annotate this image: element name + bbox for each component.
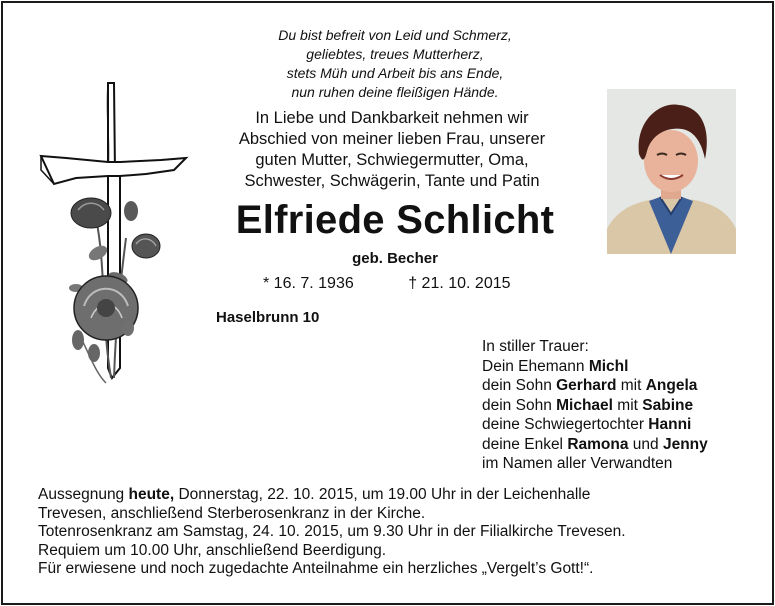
life-dates (263, 275, 511, 293)
intro-line: Abschied von meiner lieben Frau, unserer (238, 130, 546, 148)
mourner-name: Michl (588, 357, 629, 375)
mourner-row (482, 435, 708, 455)
mourner-partner: Jenny (662, 435, 708, 453)
deceased-name: Elfriede Schlicht (235, 198, 555, 242)
mourner-joiner: mit (612, 396, 643, 414)
mourner-partner: Angela (645, 377, 698, 394)
poem-line: geliebtes, treues Mutterherz, (306, 46, 484, 62)
mourner-name: Michael (556, 396, 613, 414)
info-line (38, 486, 748, 505)
mourner-row (482, 396, 708, 416)
info-emphasis: heute, (128, 486, 175, 503)
intro-line: guten Mutter, Schwiegermutter, Oma, (255, 151, 529, 169)
mourners-list (482, 337, 708, 474)
farewell-intro (212, 108, 572, 192)
mourner-row (482, 376, 708, 396)
info-line: Trevesen, anschließend Sterberosenkranz in der Kirche. (38, 504, 426, 522)
mourner-name: Hanni (648, 416, 692, 433)
mourner-relation: deine Schwiegertochter (482, 416, 649, 433)
address: Haselbrunn 10 (216, 309, 320, 326)
info-line: Totenrosenkranz am Samstag, 24. 10. 2015, um 9.30 Uhr in der Filialkirche Trevesen. (38, 523, 626, 541)
birth-date: * 16. 7. 1936 (263, 275, 354, 292)
poem-line: Du bist befreit von Leid und Schmerz, (278, 27, 512, 43)
info-text: Aussegnung (38, 486, 129, 503)
portrait-photo (607, 89, 736, 254)
intro-line: In Liebe und Dankbarkeit nehmen wir (255, 109, 529, 127)
info-line: Requiem um 10.00 Uhr, anschließend Beerdigung. (38, 541, 387, 559)
info-line: Für erwiesene und noch zugedachte Anteilnahme ein herzliches „Vergelt’s Gott!“. (38, 560, 594, 578)
poem-line: stets Müh und Arbeit bis ans Ende, (286, 65, 504, 81)
info-text: Donnerstag, 22. 10. 2015, um 19.00 Uhr in der Leichenhalle (174, 486, 591, 503)
mourner-relation: Dein Ehemann (482, 357, 589, 375)
maiden-name: geb. Becher (352, 250, 438, 267)
mourner-name: Gerhard (556, 377, 617, 394)
mourner-row (482, 415, 708, 435)
mourner-relation: deine Enkel (482, 435, 568, 453)
mourner-joiner: mit (616, 377, 646, 394)
mourners-heading: In stiller Trauer: (482, 338, 589, 355)
mourner-row (482, 357, 708, 377)
mourners-closing: im Namen aller Verwandten (482, 455, 673, 472)
poem-line: nun ruhen deine fleißigen Hände. (291, 84, 499, 100)
mourner-relation: dein Sohn (482, 377, 557, 394)
service-information (38, 486, 748, 579)
death-date: † 21. 10. 2015 (408, 275, 511, 292)
mourner-joiner: und (628, 435, 663, 453)
memorial-poem (205, 26, 585, 102)
mourner-name: Ramona (567, 435, 629, 453)
intro-line: Schwester, Schwägerin, Tante und Patin (244, 172, 540, 190)
cross-with-roses-illustration (36, 78, 196, 403)
mourner-relation: dein Sohn (482, 396, 557, 414)
mourner-partner: Sabine (642, 396, 694, 414)
